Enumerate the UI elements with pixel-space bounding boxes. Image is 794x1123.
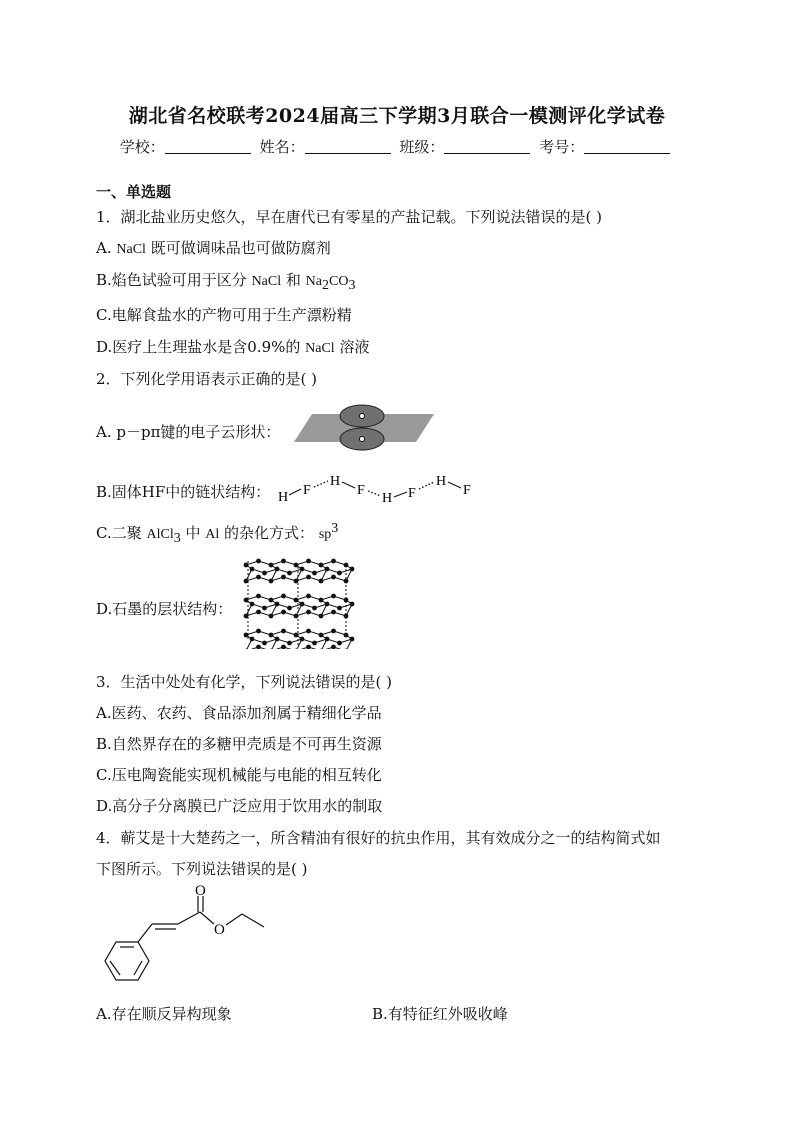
p-p-pi-orbital-figure [292,400,440,458]
q1-a-pre: A. [96,239,117,257]
q2-c-al2: Al [205,527,220,542]
page-title: 湖北省名校联考2024届高三下学期3月联合一模测评化学试卷 [128,105,666,127]
carbon-atom [350,602,355,607]
q2-c-sp: sp [318,527,332,542]
vinyl-to-carbonyl-bond [178,912,200,924]
q1-b-pre: B.焰色试验可用于区分 [96,271,252,289]
carbon-atom [294,633,299,638]
hf-atom-8: F [463,483,471,498]
q3-option-b: B.自然界存在的多糖甲壳质是不可再生资源 [96,735,382,753]
carbon-atom [244,614,249,619]
q1-option-a [96,237,331,258]
carbon-atom [262,571,267,576]
carbon-atom [244,579,249,584]
carbon-atom [337,641,342,646]
benzene-ring [105,942,149,980]
q2-option-d: D.石墨的层状结构： [96,600,233,618]
class-label: 班级： [399,138,445,156]
q4-option-a: A.存在顺反异构现象 [96,1005,232,1023]
carbon-atom [319,579,324,584]
ring-to-vinyl-bond [138,924,152,942]
q1-b-co: CO [329,274,349,289]
carbon-atom [306,559,311,564]
carbon-atom [344,633,349,638]
carbon-atom [325,567,330,572]
carbon-atom [244,563,249,568]
hf-atom-7: H [436,474,447,489]
hf-atom-2: F [303,483,311,498]
carbon-atom [344,614,349,619]
carbon-atom [300,567,305,572]
carbon-atom [269,614,274,619]
carbon-atom [306,610,311,615]
q2-c-post: 的杂化方式： [219,524,319,542]
carbon-atom [250,602,255,607]
hf-bond-3 [394,492,407,497]
carbon-atom [331,575,336,580]
number-blank[interactable] [584,139,670,154]
carbon-atom [262,641,267,646]
q4-stem-line1: 4．蕲艾是十大楚药之一，所含精油有很好的抗虫作用，其有效成分之一的结构简式如 [96,829,661,847]
carbon-atom [281,575,286,580]
carbon-atom [256,629,261,634]
hf-atom-1: H [278,490,289,505]
upper-nucleus [360,414,365,419]
carbon-atom [312,606,317,611]
graphite-layer [244,559,355,584]
ethyl-cinnamate-structure [92,884,272,992]
hf-hbond-2 [368,491,381,496]
q1-stem: 1．湖北盐业历史悠久，早在唐代已有零星的产盐记载。下列说法错误的是( ) [96,208,603,226]
carbon-atom [275,637,280,642]
carbon-atom [275,567,280,572]
carbon-atom [281,629,286,634]
carbon-atom [337,571,342,576]
carbon-atom [256,594,261,599]
school-label: 学校： [119,138,165,156]
carbon-atom [281,559,286,564]
school-blank[interactable] [165,139,251,154]
carbon-atom [256,645,261,649]
carbon-atom [344,563,349,568]
q1-b-na: Na [305,274,322,289]
carbon-atom [331,645,336,649]
carbon-atom [275,602,280,607]
carbon-atom [256,559,261,564]
carbon-atom [244,598,249,603]
student-info-line [0,136,794,157]
q3-stem: 3．生活中处处有化学，下列说法错误的是( ) [96,673,393,691]
carbon-atom [306,575,311,580]
hf-atom-4: F [357,483,365,498]
number-label: 考号： [539,138,585,156]
q3-option-d: D.高分子分离膜已广泛应用于饮用水的制取 [96,797,383,815]
hf-bond-4 [448,482,461,488]
carbon-atom [281,594,286,599]
hf-atom-3: H [330,474,341,489]
carbon-atom [287,571,292,576]
carbon-atom [350,567,355,572]
carbon-atom [269,579,274,584]
q4-stem-line2: 下图所示。下列说法错误的是( ) [96,860,308,878]
carbon-atom [294,563,299,568]
q2-c-sub: 3 [173,531,181,546]
carbon-atom [300,637,305,642]
q2-c-sup: 3 [331,521,339,536]
carbon-atom [331,559,336,564]
carbon-atom [350,637,355,642]
class-blank[interactable] [444,139,530,154]
q2-option-b: B.固体HF中的链状结构： [96,483,271,501]
q1-option-b [96,269,355,294]
carbon-atom [337,606,342,611]
carbon-atom [287,641,292,646]
hf-chain-figure [276,470,481,506]
carbon-atom [312,571,317,576]
q1-b-sub2: 3 [348,278,356,293]
q3-option-a: A.医药、农药、食品添加剂属于精细化学品 [96,704,382,722]
carbon-atom [244,633,249,638]
carbon-atom [294,598,299,603]
carbon-atom [319,598,324,603]
carbonyl-oxygen: O [195,884,206,899]
carbon-atom [319,563,324,568]
q1-a-post: 既可做调味品也可做防腐剂 [145,239,331,257]
q1-d-chem: NaCl [305,341,335,356]
name-label: 姓名： [259,138,305,156]
name-blank[interactable] [305,139,391,154]
carbon-atom [250,567,255,572]
q3-option-c: C.压电陶瓷能实现机械能与电能的相互转化 [96,766,382,784]
carbon-atom [269,563,274,568]
q2-option-c [96,521,338,547]
carbon-atom [250,637,255,642]
q1-option-c: C.电解食盐水的产物可用于生产漂粉精 [96,306,352,324]
graphite-layer-figure [236,553,356,649]
hf-hbond-1 [314,481,328,487]
q1-b-chem1: NaCl [251,274,282,289]
carbon-atom [294,579,299,584]
carbon-atom [312,641,317,646]
carbon-atom [287,606,292,611]
hf-bond-1 [289,489,301,495]
carbon-atom [344,598,349,603]
q2-option-a: A. p－pπ键的电子云形状： [96,423,281,441]
carbon-atom [325,637,330,642]
carbon-atom [306,594,311,599]
carbon-atom [319,614,324,619]
carbon-atom [281,610,286,615]
carbon-atom [306,645,311,649]
lower-nucleus [360,437,365,442]
carbon-atom [331,629,336,634]
q2-c-mid: 中 [180,524,206,542]
q1-b-sub1: 2 [322,278,329,293]
carbon-atom [331,610,336,615]
hf-hbond-3 [419,482,434,489]
carbon-atom [306,629,311,634]
carbon-atom [300,602,305,607]
carbon-atom [262,606,267,611]
hf-bond-2 [342,482,355,488]
ethyl-bond [242,914,264,927]
carbon-atom [256,575,261,580]
carbonyl-to-ester-o-bond [200,912,214,924]
q1-d-post: 溶液 [334,338,370,356]
ester-oxygen: O [214,922,225,938]
ester-o-to-ethyl-bond [226,914,242,925]
carbon-atom [325,602,330,607]
q1-option-d [96,336,369,357]
carbon-atom [269,633,274,638]
q2-c-al: AlCl [146,527,174,542]
carbon-atom [344,579,349,584]
carbon-atom [331,594,336,599]
graphite-layers [244,559,355,649]
q1-a-chem: NaCl [116,242,146,257]
q1-d-pre: D.医疗上生理盐水是含0.9%的 [96,338,306,356]
carbon-atom [256,610,261,615]
section-heading: 一、单选题 [96,183,172,201]
graphite-layer [244,629,355,649]
carbon-atom [269,598,274,603]
carbon-atom [319,633,324,638]
carbon-atom [281,645,286,649]
carbon-atom [294,614,299,619]
q2-stem: 2．下列化学用语表示正确的是( ) [96,370,318,388]
skeleton-bonds [105,896,264,980]
q1-b-and: 和 [281,271,306,289]
hf-atom-6: F [408,486,416,501]
q2-c-pre: C.二聚 [96,524,147,542]
q4-option-b: B.有特征红外吸收峰 [372,1005,508,1023]
hf-atom-5: H [382,491,393,506]
graphite-layer [244,594,355,619]
